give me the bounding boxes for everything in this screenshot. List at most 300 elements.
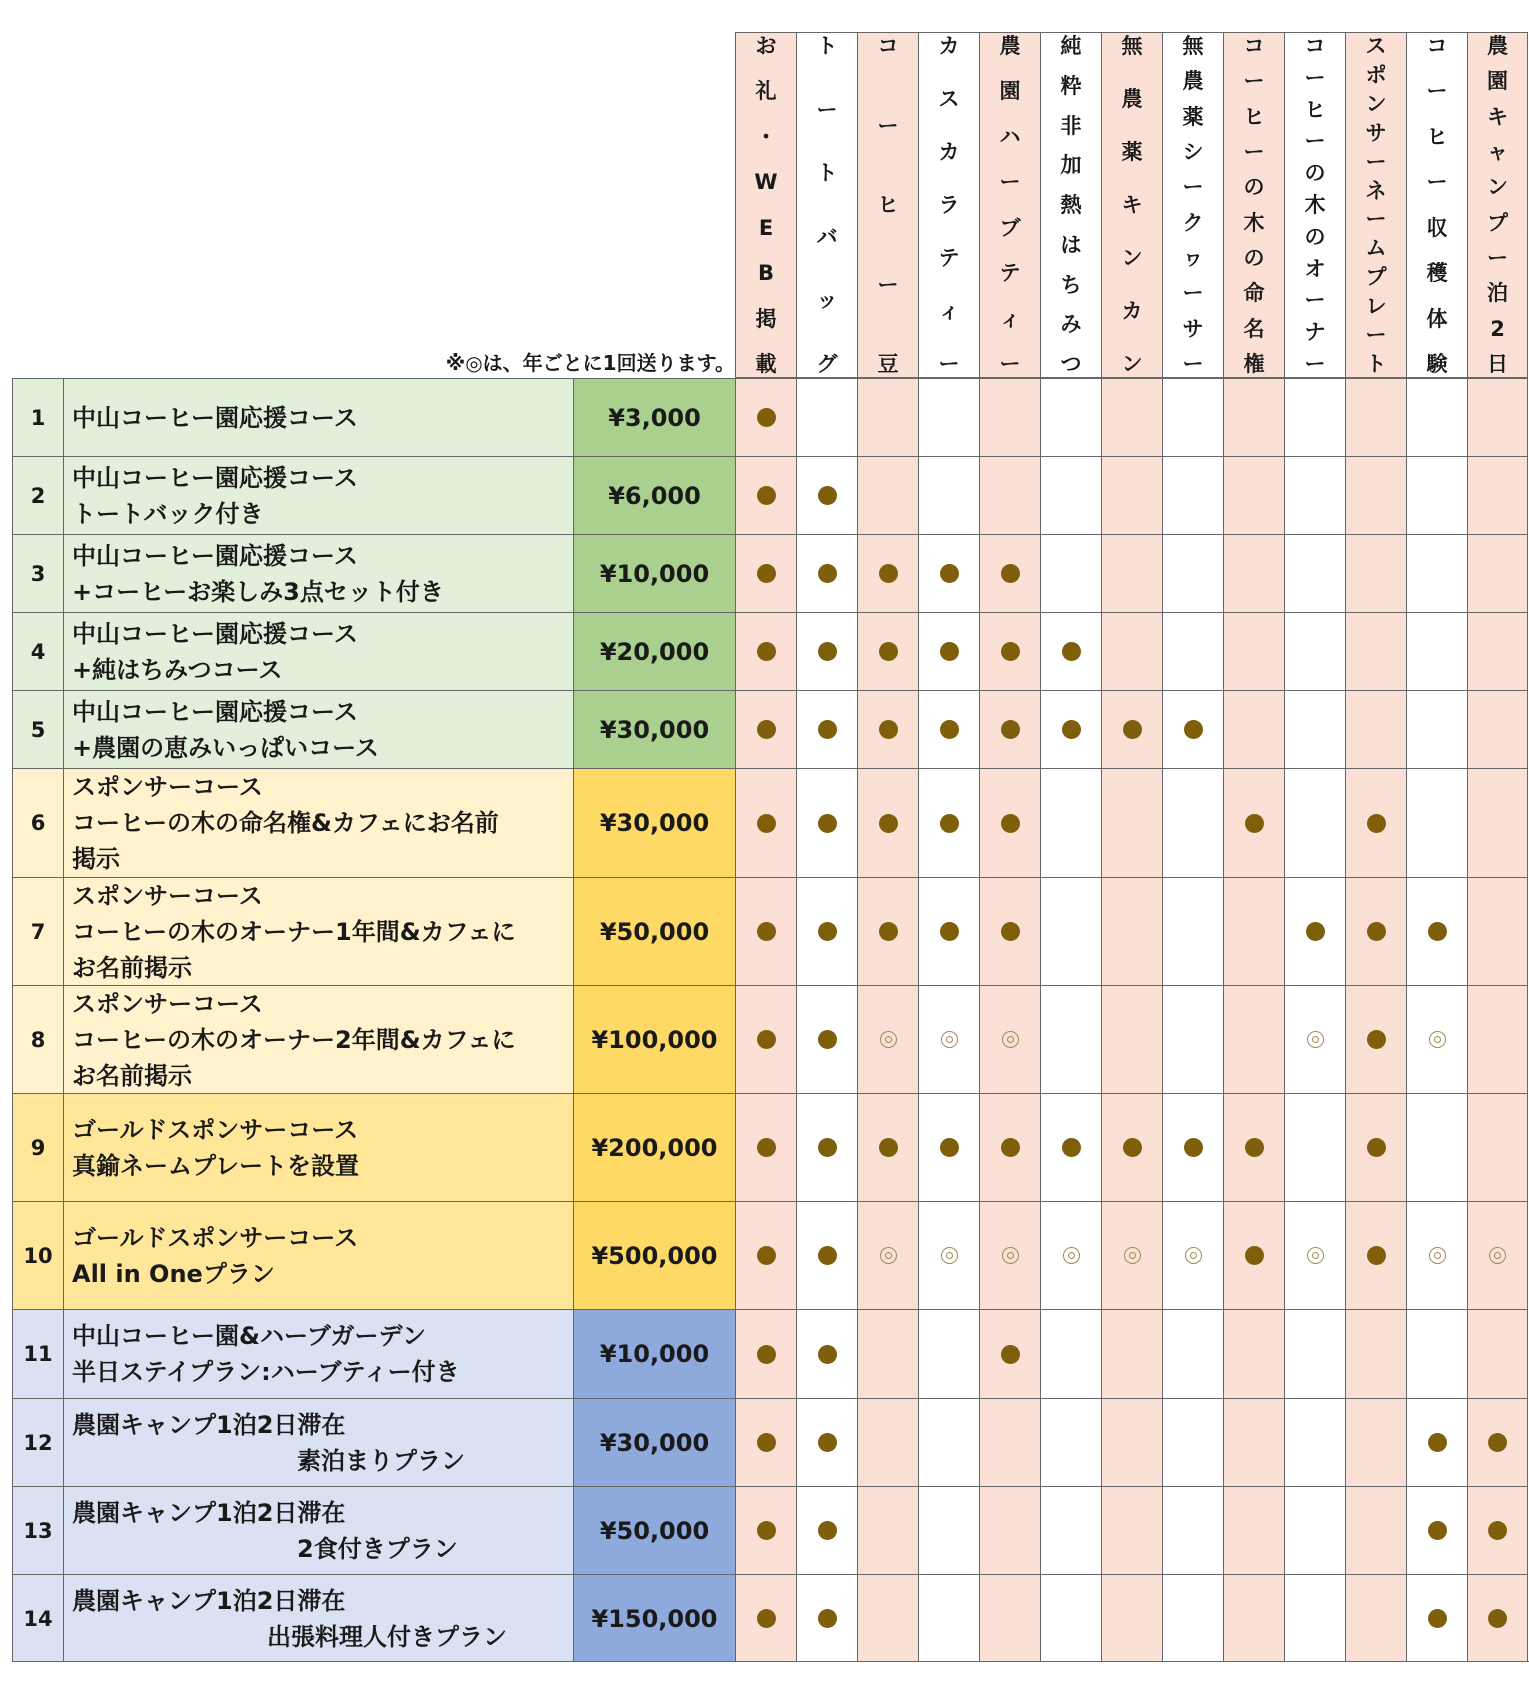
benefit-cell (796, 985, 857, 1093)
column-header-glyph: ち (1060, 272, 1082, 297)
benefit-cell (1162, 877, 1223, 985)
benefit-cell (735, 1093, 796, 1201)
column-header-glyph: プ (1487, 210, 1508, 235)
benefit-cell (979, 1309, 1040, 1398)
included-dot-icon (879, 564, 898, 583)
benefit-cell (1345, 456, 1406, 534)
benefit-cell (1101, 456, 1162, 534)
included-dot-icon (818, 922, 837, 941)
benefit-cell (857, 877, 918, 985)
column-header-glyph: ー (1243, 139, 1265, 164)
column-header-glyph: ー (877, 113, 899, 138)
column-header-glyph: ー (1182, 281, 1204, 306)
column-header-glyph: 熱 (1060, 193, 1082, 217)
benefit-cell (1467, 768, 1528, 877)
column-header-glyph: ー (999, 170, 1021, 195)
column-header-glyph: E (758, 215, 774, 240)
benefit-cell (1040, 985, 1101, 1093)
column-header (857, 32, 918, 378)
benefit-cell (1101, 1574, 1162, 1662)
column-header-glyph: カ (938, 140, 960, 164)
column-header-glyph: の (1243, 245, 1265, 270)
column-header-glyph: ー (1304, 288, 1326, 313)
benefit-cell (918, 1398, 979, 1486)
benefit-cell (1284, 1574, 1345, 1662)
included-dot-icon (1306, 922, 1325, 941)
column-header-glyph: キ (1487, 104, 1508, 129)
row-number: 13 (12, 1486, 63, 1574)
plan-title (63, 768, 573, 877)
included-dot-icon (818, 814, 837, 833)
column-header-glyph: ー (938, 352, 960, 376)
plan-title (63, 985, 573, 1093)
row-number: 2 (12, 456, 63, 534)
benefit-cell (857, 456, 918, 534)
benefit-cell (735, 768, 796, 877)
column-header-glyph: W (754, 170, 778, 195)
column-header-glyph: ー (1304, 65, 1326, 90)
benefit-cell (918, 1201, 979, 1309)
included-dot-icon (818, 1521, 837, 1540)
benefit-cell (1406, 768, 1467, 877)
column-header-glyph: ン (1365, 91, 1387, 116)
included-dot-icon (818, 1246, 837, 1265)
plan-title (63, 690, 573, 768)
included-dot-icon (1488, 1433, 1507, 1452)
column-header-text (980, 35, 1040, 375)
column-header-glyph: 穫 (1426, 261, 1448, 286)
column-header-glyph: ン (1121, 352, 1143, 376)
row-number: 8 (12, 985, 63, 1093)
benefit-cell (1467, 612, 1528, 690)
plan-title-line: +コーヒーお楽しみ3点セット付き (72, 577, 444, 606)
benefit-cell (979, 378, 1040, 456)
included-dot-icon (757, 564, 776, 583)
included-dot-icon (1123, 720, 1142, 739)
benefit-cell (1284, 1201, 1345, 1309)
included-dot-icon (1367, 922, 1386, 941)
benefit-cell (1101, 534, 1162, 612)
included-dot-icon (757, 1138, 776, 1157)
column-header-glyph: ク (1182, 210, 1204, 235)
column-header-glyph: 収 (1426, 215, 1448, 240)
benefit-cell (1467, 1486, 1528, 1574)
column-header-glyph: バ (816, 224, 838, 249)
included-dot-icon (1428, 922, 1447, 941)
plan-title-line: お名前掲示 (72, 1061, 192, 1090)
benefit-cell (1101, 1486, 1162, 1574)
benefit-cell (735, 534, 796, 612)
benefit-cell (918, 378, 979, 456)
benefit-cell (979, 985, 1040, 1093)
included-dot-icon (818, 486, 837, 505)
benefit-cell (1284, 877, 1345, 985)
benefit-cell (979, 690, 1040, 768)
included-dot-icon (818, 642, 837, 661)
column-header (1345, 32, 1406, 378)
benefit-cell (979, 768, 1040, 877)
benefit-cell (1406, 1309, 1467, 1398)
column-header-glyph: の (1304, 161, 1326, 186)
column-header-glyph: ン (1487, 175, 1508, 200)
benefit-cell (857, 1486, 918, 1574)
column-header-glyph: 純 (1060, 34, 1082, 58)
plan-price: ¥20,000 (573, 612, 735, 690)
benefit-cell (1223, 690, 1284, 768)
row-number: 4 (12, 612, 63, 690)
included-dot-icon (1184, 720, 1203, 739)
benefit-cell (1162, 1201, 1223, 1309)
included-dot-icon (1001, 642, 1020, 661)
benefit-cell (1040, 534, 1101, 612)
column-header-glyph: 礼 (755, 79, 777, 104)
yearly-double-circle-icon (1307, 1031, 1324, 1048)
plan-title (63, 1486, 573, 1574)
plan-title-line: 素泊まりプラン (297, 1446, 465, 1475)
benefit-cell (1223, 1574, 1284, 1662)
column-header-glyph: ー (877, 272, 899, 297)
yearly-double-circle-icon (941, 1031, 958, 1048)
benefit-cell (735, 1574, 796, 1662)
benefit-cell (1101, 768, 1162, 877)
column-header-glyph: 木 (1304, 192, 1326, 217)
benefit-cell (1040, 1398, 1101, 1486)
benefit-cell (796, 768, 857, 877)
included-dot-icon (757, 1345, 776, 1364)
benefit-cell (857, 1398, 918, 1486)
column-header (979, 32, 1040, 378)
yearly-double-circle-icon (1489, 1247, 1506, 1264)
column-header-glyph: コ (1243, 34, 1265, 58)
row-number: 12 (12, 1398, 63, 1486)
included-dot-icon (818, 1609, 837, 1628)
included-dot-icon (879, 720, 898, 739)
benefit-cell (796, 1574, 857, 1662)
benefit-cell (1345, 378, 1406, 456)
column-header-glyph: ー (1365, 323, 1387, 348)
benefit-cell (796, 1486, 857, 1574)
column-header-glyph: ー (1365, 149, 1387, 174)
benefit-cell (796, 877, 857, 985)
benefit-cell (1223, 1309, 1284, 1398)
benefit-cell (1040, 1309, 1101, 1398)
benefit-cell (735, 1486, 796, 1574)
benefit-cell (1040, 1486, 1101, 1574)
yearly-double-circle-icon (1124, 1247, 1141, 1264)
benefit-cell (1223, 378, 1284, 456)
column-header-glyph: ー (1243, 69, 1265, 94)
column-header-glyph: ハ (999, 124, 1021, 149)
column-header-glyph: の (1304, 224, 1326, 249)
benefit-cell (1223, 534, 1284, 612)
column-header-glyph: オ (1304, 256, 1326, 281)
plan-title (63, 612, 573, 690)
benefit-cell (1223, 612, 1284, 690)
benefit-cell (1162, 690, 1223, 768)
column-header-glyph: ー (1365, 207, 1387, 232)
benefit-cell (735, 456, 796, 534)
included-dot-icon (757, 1521, 776, 1540)
yearly-double-circle-icon (880, 1247, 897, 1264)
column-header-glyph: ー (816, 97, 838, 122)
column-header-glyph: コ (1304, 34, 1326, 58)
plan-title (63, 1093, 573, 1201)
column-header-text (919, 35, 979, 375)
plan-title-line: +純はちみつコース (72, 655, 283, 684)
benefit-cell (1345, 1486, 1406, 1574)
benefit-cell (1406, 1486, 1467, 1574)
column-header-glyph: お (755, 34, 777, 58)
column-header (1040, 32, 1101, 378)
column-header-glyph: ト (816, 161, 838, 186)
plan-title-line: All in Oneプラン (72, 1259, 275, 1288)
included-dot-icon (1428, 1433, 1447, 1452)
column-header-text (858, 35, 918, 375)
table-bottom-border (12, 1661, 1529, 1662)
benefit-cell (1101, 612, 1162, 690)
benefit-cell (1284, 378, 1345, 456)
column-header-glyph: ス (938, 87, 960, 111)
benefit-cell (1223, 1486, 1284, 1574)
benefit-cell (857, 612, 918, 690)
benefit-cell (1467, 877, 1528, 985)
benefit-cell (796, 1201, 857, 1309)
included-dot-icon (1001, 814, 1020, 833)
benefit-cell (918, 456, 979, 534)
column-header-glyph: 載 (755, 351, 777, 376)
column-header-glyph: 命 (1243, 281, 1265, 306)
plan-title-line: 掲示 (72, 845, 120, 873)
included-dot-icon (879, 814, 898, 833)
benefit-cell (1040, 690, 1101, 768)
included-dot-icon (1123, 1138, 1142, 1157)
plan-price: ¥50,000 (573, 1486, 735, 1574)
benefit-cell (979, 1486, 1040, 1574)
benefit-cell (1345, 877, 1406, 985)
row-number: 7 (12, 877, 63, 985)
column-header-glyph: コ (1426, 34, 1448, 58)
benefit-cell (857, 1574, 918, 1662)
benefit-cell (1284, 534, 1345, 612)
benefit-cell (796, 1398, 857, 1486)
yearly-double-circle-icon (1429, 1031, 1446, 1048)
plan-title (63, 877, 573, 985)
plan-title-line: コーヒーの木の命名権&カフェにお名前 (72, 809, 499, 837)
column-header-glyph: 農 (999, 34, 1021, 58)
included-dot-icon (1001, 1138, 1020, 1157)
benefit-cell (1284, 1486, 1345, 1574)
column-header-glyph: 園 (1487, 69, 1508, 94)
benefit-cell (979, 1093, 1040, 1201)
benefit-cell (1284, 612, 1345, 690)
column-header-glyph: ン (1121, 246, 1143, 270)
column-header-glyph: ヒ (1304, 97, 1326, 122)
benefit-cell (1162, 534, 1223, 612)
included-dot-icon (757, 1246, 776, 1265)
column-header-text (1407, 35, 1467, 375)
included-dot-icon (757, 1433, 776, 1452)
column-header-glyph: B (757, 261, 774, 286)
column-header-glyph: 泊 (1487, 281, 1508, 306)
column-header-glyph: ス (1365, 34, 1387, 58)
included-dot-icon (940, 720, 959, 739)
benefit-cell (1040, 1574, 1101, 1662)
benefit-cell (1101, 378, 1162, 456)
column-header-glyph: ネ (1365, 178, 1387, 203)
column-header-glyph: ラ (938, 193, 960, 217)
benefit-cell (1162, 612, 1223, 690)
benefit-cell (1223, 1201, 1284, 1309)
included-dot-icon (879, 922, 898, 941)
column-header-glyph: ム (1365, 236, 1387, 261)
column-header (1223, 32, 1284, 378)
column-header-text (1468, 35, 1527, 375)
plan-title-line: スポンサーコース (72, 881, 263, 910)
benefit-cell (1162, 1398, 1223, 1486)
included-dot-icon (757, 486, 776, 505)
included-dot-icon (940, 564, 959, 583)
column-header-glyph: ー (1426, 170, 1448, 195)
plan-title-line: 農園キャンプ1泊2日滞在 (72, 1410, 346, 1439)
benefit-cell (1284, 456, 1345, 534)
benefit-cell (735, 1309, 796, 1398)
included-dot-icon (1245, 814, 1264, 833)
column-header-glyph: ヮ (1182, 245, 1204, 270)
benefit-cell (1345, 768, 1406, 877)
benefit-cell (1162, 768, 1223, 877)
column-header-glyph: プ (1365, 265, 1387, 290)
plan-price: ¥150,000 (573, 1574, 735, 1662)
column-header-glyph: 農 (1182, 69, 1204, 94)
column-header-text (1041, 35, 1101, 375)
plan-title-line: 中山コーヒー園応援コース (72, 463, 358, 492)
column-header-glyph: は (1060, 232, 1082, 257)
benefit-cell (735, 985, 796, 1093)
benefit-cell (735, 877, 796, 985)
column-header-glyph: ト (816, 34, 838, 58)
plan-title-line: 2食付きプラン (297, 1534, 458, 1563)
benefit-cell (918, 690, 979, 768)
row-number: 1 (12, 378, 63, 456)
benefit-cell (857, 1201, 918, 1309)
plan-price: ¥30,000 (573, 690, 735, 768)
column-header-glyph: ナ (1304, 320, 1326, 345)
benefit-cell (1040, 612, 1101, 690)
benefit-cell (735, 378, 796, 456)
column-header-glyph: ・ (755, 124, 777, 149)
plan-price: ¥10,000 (573, 534, 735, 612)
benefit-cell (918, 985, 979, 1093)
column-header-glyph: ィ (938, 299, 960, 323)
column-header-glyph: 体 (1426, 306, 1448, 331)
column-header-glyph: 験 (1426, 351, 1448, 376)
plan-price: ¥500,000 (573, 1201, 735, 1309)
benefit-cell (796, 690, 857, 768)
column-header (1101, 32, 1162, 378)
column-header-glyph: 農 (1121, 87, 1143, 111)
benefit-cell (1345, 1093, 1406, 1201)
column-header-glyph: 名 (1243, 316, 1265, 341)
column-header-glyph: ー (1304, 129, 1326, 154)
benefit-cell (857, 1309, 918, 1398)
plan-title (63, 378, 573, 456)
included-dot-icon (757, 408, 776, 427)
column-header (1162, 32, 1223, 378)
column-header-glyph: サ (1182, 316, 1204, 341)
included-dot-icon (940, 1138, 959, 1157)
benefit-cell (1284, 768, 1345, 877)
included-dot-icon (940, 922, 959, 941)
benefit-cell (796, 1309, 857, 1398)
benefit-cell (979, 456, 1040, 534)
column-header-glyph: ッ (816, 288, 838, 313)
column-header-glyph: キ (1121, 193, 1143, 217)
yearly-double-circle-icon (1185, 1247, 1202, 1264)
included-dot-icon (1488, 1609, 1507, 1628)
column-header-glyph: カ (1121, 299, 1143, 323)
legend-note: ※◎は、年ごとに1回送ります。 (445, 351, 735, 375)
included-dot-icon (818, 1345, 837, 1364)
plan-price: ¥6,000 (573, 456, 735, 534)
included-dot-icon (940, 814, 959, 833)
benefit-cell (1345, 1201, 1406, 1309)
benefit-cell (1345, 690, 1406, 768)
benefit-cell (1284, 1093, 1345, 1201)
plan-title-line: 農園キャンプ1泊2日滞在 (72, 1586, 346, 1615)
included-dot-icon (1245, 1138, 1264, 1157)
benefit-cell (1467, 456, 1528, 534)
benefit-cell (1467, 1574, 1528, 1662)
included-dot-icon (757, 1609, 776, 1628)
column-header-glyph: 薬 (1121, 140, 1143, 164)
benefit-cell (1284, 690, 1345, 768)
plan-price: ¥30,000 (573, 768, 735, 877)
column-header-glyph: ー (999, 351, 1021, 376)
plan-title-line: 中山コーヒー園応援コース (72, 697, 358, 726)
plan-title (63, 1398, 573, 1486)
plan-title-line: 中山コーヒー園応援コース (72, 403, 358, 432)
benefit-cell (1406, 877, 1467, 985)
plan-price: ¥50,000 (573, 877, 735, 985)
benefit-cell (796, 534, 857, 612)
benefit-cell (735, 1201, 796, 1309)
benefit-cell (1467, 1309, 1528, 1398)
included-dot-icon (879, 642, 898, 661)
benefit-cell (1345, 1398, 1406, 1486)
benefit-cell (918, 612, 979, 690)
benefit-cell (1406, 985, 1467, 1093)
included-dot-icon (1001, 564, 1020, 583)
plan-title-line: 中山コーヒー園応援コース (72, 619, 358, 648)
column-header-text (1224, 35, 1284, 375)
included-dot-icon (757, 1030, 776, 1049)
benefit-cell (1040, 1201, 1101, 1309)
benefit-cell (1101, 1201, 1162, 1309)
benefit-cell (796, 1093, 857, 1201)
column-header-glyph: 無 (1121, 34, 1143, 58)
row-number: 5 (12, 690, 63, 768)
included-dot-icon (818, 1138, 837, 1157)
benefit-cell (1406, 1201, 1467, 1309)
benefit-cell (1406, 612, 1467, 690)
column-header-glyph: コ (877, 34, 899, 58)
benefit-cell (1101, 1093, 1162, 1201)
benefit-cell (1040, 378, 1101, 456)
benefit-cell (1101, 1398, 1162, 1486)
row-number: 6 (12, 768, 63, 877)
benefit-cell (1467, 1398, 1528, 1486)
benefit-cell (796, 612, 857, 690)
